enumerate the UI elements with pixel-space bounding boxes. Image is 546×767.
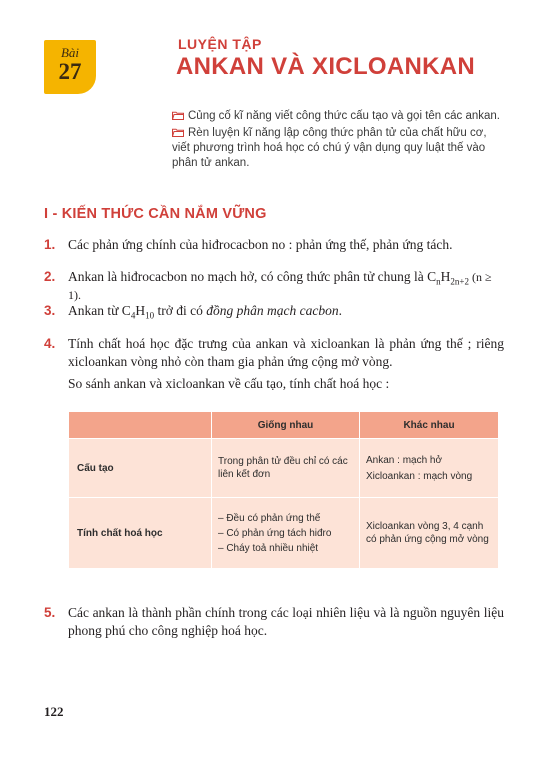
table-header-row (69, 412, 499, 439)
row-label: Tính chất hoá học (69, 498, 212, 569)
objective-item (172, 109, 502, 124)
objective-item (172, 126, 502, 171)
lesson-subtitle: LUYỆN TẬP (178, 36, 262, 52)
item-number: 5. (44, 605, 56, 620)
objective-text: Củng cố kĩ năng viết công thức cấu tạo và gọi tên các ankan. (188, 110, 501, 122)
table-cell: Xicloankan vòng 3, 4 cạnh có phản ứng cộng mở vòng (360, 498, 499, 569)
lesson-number: 27 (58, 59, 82, 84)
table-cell: – Đều có phản ứng thế – Có phản ứng tách hiđro – Cháy toả nhiều nhiệt (212, 498, 360, 569)
lesson-title: ANKAN VÀ XICLOANKAN (176, 53, 476, 80)
row-label: Cấu tạo (69, 439, 212, 498)
emphasis-text: đồng phân mạch cacbon (206, 303, 339, 318)
objectives (172, 109, 502, 173)
table-cell: Ankan : mạch hở Xicloankan : mạch vòng (360, 439, 499, 498)
objective-text: Rèn luyện kĩ năng lập công thức phân tử của chất hữu cơ, viết phương trình hoá học có chú ý vận dụng quy luật thế vào phân tử ankan. (172, 127, 487, 169)
table-header (69, 412, 212, 439)
table-header: Giống nhau (212, 412, 360, 439)
comparison-table (68, 411, 499, 569)
item-text: Ankan là hiđrocacbon no mạch hở, có công thức phân tử chung là $C_nH_{2n+2}$ (n ≥ 1). (68, 269, 492, 302)
item-text: Các phản ứng chính của hiđrocacbon no : phản ứng thế, phản ứng tách. (68, 237, 453, 252)
list-item (44, 604, 504, 644)
table-row (69, 498, 499, 569)
item-number: 4. (44, 336, 56, 351)
item-text: Các ankan là thành phần chính trong các loại nhiên liệu và là nguồn nguyên liệu phong phú cho công nghiệp hoá học. (68, 605, 504, 638)
folder-icon (172, 128, 184, 137)
compare-intro: So sánh ankan và xicloankan về cấu tạo, tính chất hoá học : (68, 376, 390, 391)
lesson-badge (44, 40, 96, 94)
section-heading: I - KIẾN THỨC CẦN NẮM VỮNG (44, 206, 267, 222)
folder-icon (172, 111, 184, 120)
item-number: 3. (44, 303, 56, 318)
item-text: Tính chất hoá học đặc trưng của ankan và xicloankan là phản ứng thế ; riêng xicloankan vòng nhỏ còn tham gia phản ứng cộng mở vòng. (68, 336, 504, 369)
lesson-label: Bài (60, 45, 80, 60)
item-number: 1. (44, 237, 56, 252)
table-row (69, 439, 499, 498)
table-header: Khác nhau (360, 412, 499, 439)
item-text: Ankan từ $C_4H_{10}$ trở đi có đồng phân mạch cacbon. (68, 303, 342, 321)
page-number: 122 (44, 704, 64, 719)
item-number: 2. (44, 269, 56, 284)
table-cell: Trong phân tử đều chỉ có các liên kết đơn (212, 439, 360, 498)
